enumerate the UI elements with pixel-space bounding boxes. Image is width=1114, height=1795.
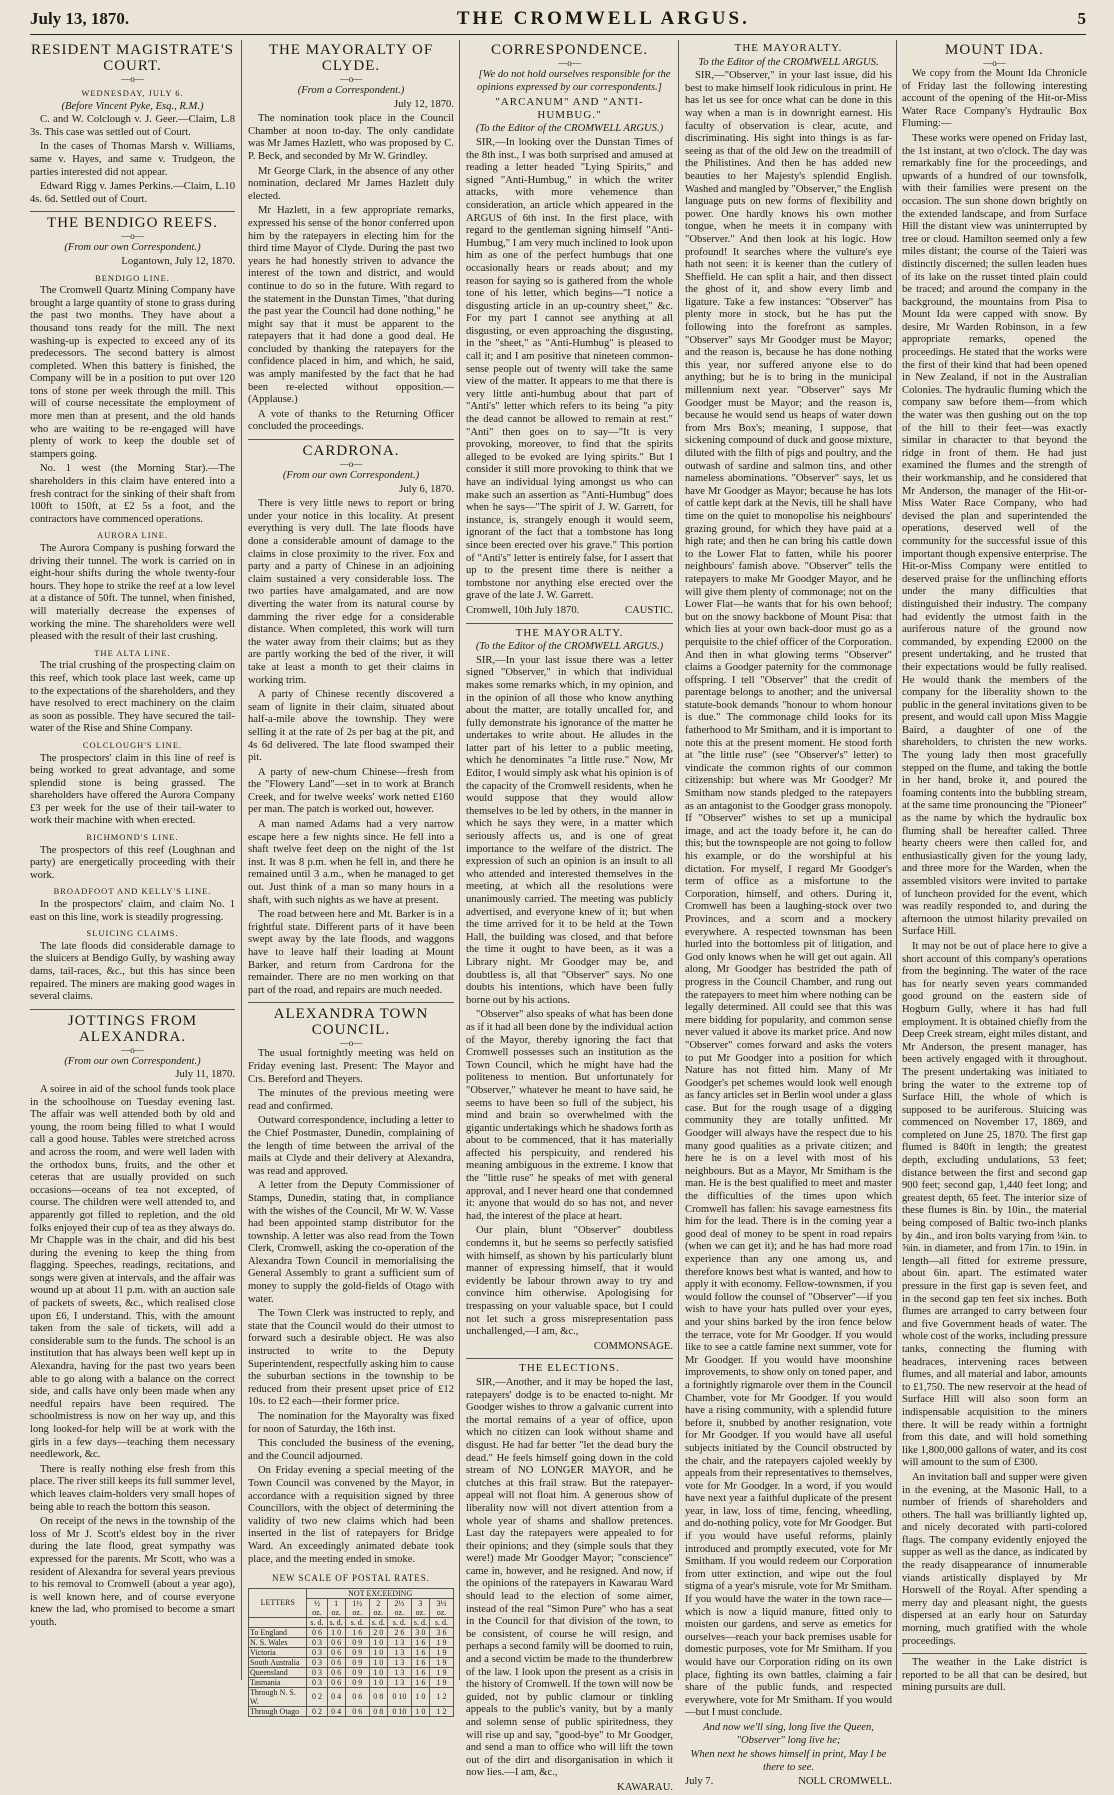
ornament-dash: —o—: [339, 74, 363, 84]
reef-line-heading: BENDIGO LINE.: [95, 272, 170, 283]
postal-rate-cell: 2 0: [369, 1627, 387, 1637]
mayoralty-clyde-heading: THE MAYORALTY OF CLYDE.: [268, 42, 434, 74]
column-5: [902, 40, 1087, 1694]
masthead: [30, 4, 1086, 35]
postal-rate-cell: 1 3: [387, 1647, 411, 1657]
postal-rate-cell: 1 0: [411, 1687, 429, 1706]
postal-rate-cell: 1 0: [327, 1627, 345, 1637]
postal-destination: Queensland: [249, 1667, 307, 1677]
paragraph: A letter from the Deputy Commissioner of Stamps, Dunedin, stating that, in compliance with the wishes of the Council, Mr W. W. Vasse had been appointed stamp distributor for the township. A letter was also read from the Town Clerk, Cromwell, asking the co-operation of the Alexandra Town Council in memorialising the General Assembly to grant a sufficient sum of money to supply the gold-fields of Otago with water.: [248, 1180, 454, 1305]
letter-signoff: KAWARAU.: [617, 1781, 673, 1793]
dateline: July 6, 1870.: [399, 483, 454, 495]
paragraph: The usual fortnightly meeting was held on Friday evening last. Present: The Mayor and Crs. Bereford and Theyers.: [248, 1048, 454, 1085]
postal-rate-cell: 0 3: [307, 1667, 327, 1677]
postal-rate-cell: 1 6: [345, 1627, 369, 1637]
letter-heading: "ARCANUM" AND "ANTI-HUMBUG.": [495, 96, 644, 121]
paragraph: It may not be out of place here to give a short account of this company's operations from the beginning. The water of the race has for nearly seven years commanded good ground on the eastern side of Hogburn Gully, where it has had full employment. It is obtained chiefly from the Deep Creek stream, eight miles distant, and Mr Anderson, the present manager, has been actively engaged with it throughout. The present undertaking was initiated to bring the water to the extreme top of Surface Hill, the whole of which is supposed to be auriferous. Sluicing was commenced on November 17, 1869, and completed on June 25, 1870. The first gap flumed is 840ft in length; the greatest depth, excluding undulations, 53 feet; distance between the first and second gap 900 feet; second gap, 1,440 feet long; and greatest depth, 65 feet. The interior size of these flumes is 8in. by 10in., the material being composed of Baltic two-inch planks by 4in., and iron bolts varying from ¼in. to ⅝in. in diameter, and from 17in. to 19in. in length—all fitted for extreme pressure, about 6in. apart. The estimated water pressure in the first gap is seven feet, and in the second gap ten feet six inches. Both flumes are arranged to carry between four and five Government heads of water. The whole cost of the works, including pressure tanks, connecting the fluming with headraces, intervening races between flumes, and all material and labor, amounts to £1,750. The new reservoir at the head of Surface Hill will also soon form an indispensable acquisition to the miners there. It will be ready within a fortnight from this date, and will hold something like 1,800,000 gallons of water, and its cost will amount to the sum of £300.: [902, 940, 1087, 1469]
postal-weight-header: ½ oz.: [307, 1598, 327, 1617]
bendigo-reefs-heading: THE BENDIGO REEFS.: [47, 215, 218, 232]
postal-rate-cell: 1 0: [369, 1657, 387, 1667]
paragraph: A man named Adams had a very narrow escape here a few nights since. He fell into a shaft twelve feet deep on the night of the 1st inst. It was 8 p.m. when he fell in, and there he remained until 3 a.m., when he managed to get out. Just think of a man so many hours in a shaft, with such nights as we have at present.: [248, 819, 454, 906]
section-divider: [30, 1009, 235, 1010]
paragraph: The minutes of the previous meeting were read and confirmed.: [248, 1088, 454, 1112]
dateline: Logantown, July 12, 1870.: [121, 255, 235, 267]
verse-line: When next he shows himself in print, May I be there to see.: [690, 1749, 887, 1773]
newspaper-title: THE CROMWELL ARGUS.: [456, 8, 750, 29]
column-rule: [896, 40, 897, 1680]
correspondent-note: (From our own Correspondent.): [64, 1055, 201, 1067]
postal-rate-cell: 1 0: [369, 1667, 387, 1677]
postal-units-cell: s. d.: [307, 1617, 327, 1627]
postal-rate-cell: 1 3: [387, 1677, 411, 1687]
postal-destination: Through N. S. W.: [249, 1687, 307, 1706]
postal-destination: Through Otago: [249, 1706, 307, 1716]
cardrona-heading: CARDRONA.: [302, 443, 400, 460]
postal-units-cell: s. d.: [411, 1617, 429, 1627]
postal-weight-header: 2½ oz.: [387, 1598, 411, 1617]
paragraph: The late floods did considerable damage to the sluicers at Bendigo Gully, by washing away dams, tail-races, &c., but this has since been repaired. The miners are making good wages in several claims.: [30, 940, 235, 1003]
postal-units-cell: s. d.: [327, 1617, 345, 1627]
paragraph: On Friday evening a special meeting of the Town Council was convened by the Mayor, in accordance with a requisition signed by three Councillors, with the object of determining the validity of two new claims which had been inserted in the list of ratepayers for Bridge Ward. An exceedingly animated debate took place, and the meeting ended in smoke.: [248, 1465, 454, 1565]
postal-rate-cell: 0 6: [327, 1667, 345, 1677]
postal-rate-cell: 0 10: [387, 1706, 411, 1716]
reef-line-heading: SLUICING CLAIMS.: [86, 928, 179, 939]
letter-signoff: NOLL CROMWELL.: [798, 1776, 892, 1788]
postal-rate-cell: 0 4: [327, 1687, 345, 1706]
postal-rate-cell: 0 6: [327, 1677, 345, 1687]
postal-rate-cell: 1 0: [411, 1706, 429, 1716]
postal-rate-cell: 3 0: [411, 1627, 429, 1637]
postal-weight-header: 3½ oz.: [430, 1598, 454, 1617]
correspondent-note: (From our own Correspondent.): [282, 470, 420, 482]
correspondence-heading: CORRESPONDENCE.: [490, 42, 649, 58]
table-row: [249, 1677, 454, 1687]
paragraph: A vote of thanks to the Returning Officer concluded the proceedings.: [248, 408, 454, 433]
paragraph: "Observer" also speaks of what has been done as if it had all been done by the individual action of the Mayor, thereby ignoring the fact that Cromwell possesses such an institution as the Town Council, which he might have had the politeness to mention. But unfortunately for "Observer," whatever he meant to have said, he seems to have been so full of the subject, his mind and brain so overwhelmed with the gigantic undertakings which he shadows forth as about to be commenced, that it has materially affected his perspicuity, and rendered his meaning ambiguous in the extreme. I know that the "little ruse" he speaks of met with general approval, and I never heard one that condemned it: anyone that would do so has not, and never had, the interest of the place at heart.: [466, 1009, 673, 1222]
postal-rate-cell: 1 3: [387, 1667, 411, 1677]
table-row: [249, 1687, 454, 1706]
section-divider: [248, 1002, 454, 1003]
postal-destination: Victoria: [249, 1647, 307, 1657]
postal-rate-cell: 0 9: [345, 1677, 369, 1687]
postal-rate-cell: 1 0: [369, 1647, 387, 1657]
letter-signature: [466, 605, 673, 618]
postal-weight-header: 2 oz.: [369, 1598, 387, 1617]
postal-rate-cell: 1 9: [430, 1647, 454, 1657]
paragraph: This concluded the business of the evening, and the Council adjourned.: [248, 1438, 454, 1462]
section-divider: [902, 1653, 1087, 1654]
paragraph: SIR,—In your last issue there was a letter signed "Observer," in which that individual makes some remarks which, in my opinion, and in the opinion of all those who know anything about the matter, are totally uncalled for, and fully demonstrate his ignorance of the matter he undertakes to write about. He alludes in the latter part of his letter to a public meeting, which he denominates "a little ruse." Now, Mr Editor, I would simply ask what his opinion is of the capacity of the Cromwell residents, when he would suppose that they would allow themselves to be led by others, in the manner in which he says they were, in a matter which seriously affects us, and is one of great importance to the welfare of the district. The expression of such an opinion is an insult to all who attended and interested themselves in the meeting, at which all the resolutions were unanimously carried. The meeting was publicly advertised, and everyone knew of it; but when the time arrived for it to be held at the Town Hall, the building was closed, and that before the time it ought to have been, as it was a Library night. Mr Goodger may be, and doubtless is, all that "Observer" says. No one doubts his intentions, which have been fully borne out by his actions.: [466, 654, 673, 1006]
paragraph: The Town Clerk was instructed to reply, and state that the Council would do their utmost to forward such a desirable object. He was also instructed to write to the Deputy Superintendent, respectfully asking him to cause the suburban sections in the township to be reduced from their present upset price of £12 10s. to £2 each—their former price.: [248, 1308, 454, 1408]
reef-line-heading: COLCLOUGH'S LINE.: [82, 739, 183, 750]
court-before: (Before Vincent Pyke, Esq., R.M.): [61, 100, 204, 112]
postal-units-cell: s. d.: [387, 1617, 411, 1627]
letter-address: (To the Editor of the CROMWELL ARGUS.): [475, 123, 664, 135]
postal-rate-cell: 2 6: [387, 1627, 411, 1637]
paragraph: We copy from the Mount Ida Chronicle of Friday last the following interesting account of the opening of the Hit-or-Miss Water Race Company's Hydraulic Box Fluming:—: [902, 68, 1087, 130]
paragraph: Outward correspondence, including a letter to the Chief Postmaster, Dunedin, complaining of the length of time between the arrival of the mails at Clyde and their delivery at Alexandra, was read and approved.: [248, 1115, 454, 1177]
postal-rate-cell: 1 9: [430, 1677, 454, 1687]
postal-rates-title: NEW SCALE OF POSTAL RATES.: [271, 1573, 431, 1584]
alexandra-council-heading: ALEXANDRA TOWN COUNCIL.: [273, 1006, 429, 1039]
postal-destination: To England: [249, 1627, 307, 1637]
postal-rate-cell: 1 6: [411, 1637, 429, 1647]
ornament-dash: —o—: [121, 231, 144, 242]
postal-rate-cell: 0 6: [345, 1687, 369, 1706]
page-number: 5: [1077, 9, 1086, 28]
postal-rate-cell: 0 10: [387, 1687, 411, 1706]
letter-heading: THE MAYORALTY.: [515, 626, 624, 639]
section-divider: [30, 211, 235, 212]
paragraph: The road between here and Mt. Barker is in a frightful state. Different parts of it have been swept away by the late floods, and waggons have to leave half their loading at Mount Barker, and return from Cardrona for the remainder. There are no men working on that part of the road, and repairs are much needed.: [248, 909, 454, 996]
mount-ida-heading: MOUNT IDA.: [945, 42, 1044, 58]
dateline: July 12, 1870.: [393, 98, 454, 110]
postal-rates-table: [248, 1588, 454, 1717]
postal-rate-cell: 0 8: [369, 1706, 387, 1716]
postal-destination: N. S. Wales: [249, 1637, 307, 1647]
paragraph: On receipt of the news in the township of the loss of Mr J. Scott's eldest boy in the river during the late flood, great sympathy was expressed for the parents. Mr Scott, who was a resident of Alexandra for several years previous to his removal to Cromwell (about a year ago), is well known here, and of course everyone knew the lad, who promised to become a smart youth.: [30, 1516, 235, 1628]
postal-rate-cell: 0 2: [307, 1687, 327, 1706]
table-row: [249, 1706, 454, 1716]
paragraph: The trial crushing of the prospecting claim on this reef, which took place last week, came up to the expectations of the shareholders, and they have resolved to erect machinery on the claim as soon as possible. They have secured the tail-water of the Rise and Shine Company.: [30, 660, 235, 735]
paragraph: The nomination took place in the Council Chamber at noon to-day. The only candidate was Mr James Hazlett, who was proposed by C. P. Beck, and seconded by Mr W. Grindley.: [248, 113, 454, 162]
court-date: WEDNESDAY, JULY 6.: [81, 88, 184, 98]
postal-rate-cell: 0 2: [307, 1706, 327, 1716]
column-2: [248, 40, 454, 1716]
letter-signature: [685, 1776, 892, 1789]
ornament-dash: —o—: [558, 58, 581, 68]
paragraph: A party of new-chum Chinese—fresh from the "Flowery Land"—set in to work at Branch Creek, and for twelve weeks' work netted £160 per man. The patch is worked out, however.: [248, 766, 454, 816]
correspondent-note: (From a Correspondent.): [297, 85, 405, 96]
postal-rate-cell: 0 8: [369, 1687, 387, 1706]
postal-rate-cell: 1 6: [411, 1657, 429, 1667]
reef-line-heading: RICHMOND'S LINE.: [86, 832, 179, 843]
section-divider: [466, 623, 673, 624]
paragraph: SIR,—Another, and it may be hoped the last, ratepayers' dodge is to be enacted to-night. Mr Goodger wishes to throw a galvanic current into the mortal remains of a year of office, upon which no citizen can look without shame and disgust. He had far better "let the dead bury the dead." He feels himself going down in the cold stream of NO LONGER MAYOR, and he clutches at this frail straw. But the ratepayer-appeal will not float him. A generous show of liberality now will not divert attention from a whole year of shams and shallow pretences. Last day the ratepayers were appealed to for their opinions; and they (simple souls that they were!) made Mr Goodger Mayor; "conscience" came in, however, and he resigned. And now, if the opinions of the ratepayers in Kawarau Ward should lead to the election of some aimer, instead of the real "Simon Pure" who has a seat in the Council for that division of the town, to be consistent, of course he will resign, and perhaps a second family will be doomed to ruin, and a second victim be made to the thunderbrew of the law. I look upon the present as a crisis in the history of Cromwell. If the town will now be guided, not by public clamour or tinkling appeals to the public's vanity, but by a manly and solemn sense of public spiritedness, they will rise up and say, "good-bye" to Mr Goodger, and send a man to office who will lift the town out of the dirt and disorganisation in which it now lies.—I am, &c.,: [466, 1376, 673, 1779]
postal-rate-cell: 1 3: [387, 1637, 411, 1647]
reef-line-heading: BROADFOOT AND KELLY'S LINE.: [53, 886, 212, 897]
jottings-alexandra-heading: JOTTINGS FROM ALEXANDRA.: [67, 1012, 198, 1045]
column-rule: [241, 40, 242, 1680]
court-case: C. and W. Colclough v. J. Geer.—Claim, L.8 3s. This case was settled out of Court.: [30, 114, 235, 138]
reef-line-heading: AURORA LINE.: [96, 530, 169, 541]
ornament-dash: —o—: [339, 1038, 363, 1049]
postal-letters-header: LETTERS: [249, 1588, 307, 1617]
paragraph: Mr George Clark, in the absence of any other nomination, declared Mr James Hazlett duly elected.: [248, 165, 454, 202]
column-3: [466, 40, 673, 1793]
postal-destination: South Australia: [249, 1657, 307, 1667]
column-4: [685, 40, 892, 1788]
ornament-dash: —o—: [339, 459, 363, 470]
paragraph: In the prospectors' claim, and claim No. 1 east on this line, work is steadily progressing.: [30, 899, 235, 923]
postal-rate-cell: 0 6: [327, 1647, 345, 1657]
column-rule: [678, 40, 679, 1680]
postal-rate-cell: 1 2: [430, 1706, 454, 1716]
postal-rate-cell: 0 6: [345, 1706, 369, 1716]
verse-line: And now we'll sing, long live the Queen, "Observer" long live he;: [703, 1721, 874, 1746]
section-divider: [466, 1358, 673, 1359]
letter-heading: THE MAYORALTY.: [734, 42, 843, 54]
postal-rate-cell: 0 3: [307, 1637, 327, 1647]
paragraph: The nomination for the Mayoralty was fixed for noon of Saturday, the 16th inst.: [248, 1411, 454, 1435]
postal-rate-cell: 0 9: [345, 1647, 369, 1657]
postal-rate-cell: 0 6: [327, 1637, 345, 1647]
letter-signoff: COMMONSAGE.: [593, 1340, 673, 1352]
resident-magistrate-heading: RESIDENT MAGISTRATE'S COURT.: [30, 42, 235, 74]
table-row: [249, 1657, 454, 1667]
paragraph: Mr Hazlett, in a few appropriate remarks, expressed his sense of the honor conferred upon him by the ratepayers in electing him for the third time Mayor of Clyde. During the past two years he had honestly striven to advance the interest of the town and district, and would continue to do so in the future. With regard to the statement in the Dunstan Times, "that during the past year the Council had done nothing," he might say that it must be apparent to the ratepayers that it had done a good deal. He concluded by thanking the ratepayers for the confidence placed in him, and which, he said, was amply manifested by the fact that he had been re-elected without opposition.—(Applause.): [248, 205, 454, 406]
letter-address: (To the Editor of the CROMWELL ARGUS.): [475, 641, 664, 653]
paragraph: SIR,—"Observer," in your last issue, did his best to make himself look ridiculous in print. He has let us see for once what can be done in this way when a man is in downright earnest. His faculty of observation is clear, acute, and discriminating. His sight into things is as far-seeing as that of the old Jew on the treadmill of the Philistines. And then he has added new beauties to her Majesty's splendid English. Washed and mangled by "Observer," the English language puts on new forms of flexibility and power. One hardly knows his own mother tongue, when he meets it in company with "Observer." And then look at his logic. How profound! It searches where the vulture's eye hath not seen: it is keener than the cutlery of Sheffield. He can split a hair, and then dissect the ghost of it, and show every limb and ligature. Take a few instances: "Observer" has plenty more in stock, but he has put the following into the forefront as samples. "Observer" says Mr Goodger must be Mayor; and the reason is, because he has done nothing this year, nor suffered anyone else to do anything; but he is to bring in the municipal millennium next year. "Observer" says Mr Goodger must be Mayor; and the reason is, because he would send us heaps of water down from Mrs Box's; meaning, I suppose, that sickening compound of duck and goose mixture, diluted with the filth of pigs and poultry, and the outwash of sardine and salmon tins, and other nameless abominations. "Observer" says, let us have Mr Goodger as Mayor; because he has lots of cattle kept dark at the Nevis, till he shall have time on the quiet to monopolise his neighbours' grazing ground, for which they have paid at a high rate; and then he can bring his cattle down to the Lower Flat to fatten, while his poorer neighbours' famish above. "Observer" tells the ratepayers to make Mr Goodger Mayor, and he will give them plenty of commonage; not on the Lower Flat—he wants that for his own behoof; but on the snowy backbone of Mount Pisa: that which lies at your own back-door must go as a perquisite to the chief officer of the Corporation. And then in what glowing terms "Observer" claims a Goodger paternity for the commonage offspring. I tell "Observer" that the credit of parentage belongs to another; and the universal statute-book demands "honour to whom honour is due." The commonage child looks for its fatherhood to Mr Smitham, and it is important to note this at the present moment. He stood forth at "the little ruse" (see "Observer's" letter) to vindicate the common rights of our common citizenship: but where was Mr Goodger? Mr Smitham now stands pledged to the ratepayers as an antagonist to the Goodger grass monopoly. If "Observer" wishes to set up a municipal image, and act the toady before it, he can do this; but the townspeople are not going to follow his example, or do the worshipful at his dictation. For myself, I regard Mr Goodger's term of office as a misfortune to the Corporation, himself, and others. During it, Cromwell has been a laughing-stock over two Provinces, and a scorn and a mockery everywhere. A respected townsman has been hurled into the bottomless pit of litigation, and God only knows when he will get out again. All along, Mr Goodger has bestrided the path of progress in the Council Chamber, and rung out the ratepayers to meet him where nothing can be legally determined. All could see that this was mere bidding for popularity, and common sense never valued it above its market price. And now "Observer" comes forward and asks the voters to put Mr Goodger into a position for which Nature has not fitted him. Many of Mr Goodger's pet schemes would look well enough as fancy articles set in Berlin wool under a glass case. But for the rough usage of a digging community they are totally unfitted. Mr Goodger will always have the respect due to his many good qualities as a private citizen; and here he is on a level with most of his neighbours. But as a Mayor, Mr Smitham is the man. He is the best qualified to meet and master the difficulties of the times upon which Cromwell has fallen: his savage earnestness fits him for the lead. There is in the coming year a good deal of money to be spent in road repairs (when we can get it); and he has had more road experience than any one among us, and therefore knows best what is wanted, and how to apply it with economy. Fellow-townsmen, if you would follow the counsel of "Observer"—if you wish to have your hats pulled over your eyes, and your shins barked by the iron fence below the terrace, vote for Mr Goodger. If you would like to see a cattle famine next summer, vote for Mr Goodger. If you would have moonshine improvements, to show only on toned paper, and a fortnightly rigmarole over them in the Council Chamber, vote for Mr Goodger. If you would have a rising community, with a splendid future before it, snubbed by another resignation, vote for Mr Goodger. If you would have all useful subjects initiated by the Council obstructed by the chair, and the ratepayers cajoled weekly by appeals from their representatives to themselves, vote for Mr Goodger. In a word, if you would have next year a faithful duplicate of the present year, in law, loss of time, fencing, wheedling, and do-nothing policy, vote for Mr Goodger. But if you would have useful reforms, plainly introduced and promptly executed, vote for Mr Smitham. If you would redeem our Corporation from utter extinction, and wipe out the foul stigma of a year's misrule, vote for Mr Smitham. If you would have the water in the town race—which is now a liquid manure, fitted only to moisten our gardens, and serve as emetics for ourselves—reach your back premises usable for domestic purposes, vote for Mr Smitham. If you would have our Corporation riding on its own place, fighting its own battles, claiming a fair share of the public funds, and respected everywhere, vote for Mr Smitham. If you would—but I must conclude.: [685, 70, 892, 1719]
postal-destination: Tasmania: [249, 1677, 307, 1687]
postal-rate-cell: 1 6: [411, 1667, 429, 1677]
postal-rate-cell: 0 9: [345, 1637, 369, 1647]
postal-rate-cell: 0 3: [307, 1647, 327, 1657]
postal-not-exceeding-header: NOT EXCEEDING: [307, 1588, 454, 1598]
postal-rate-cell: 0 9: [345, 1657, 369, 1667]
postal-rate-cell: 1 2: [430, 1687, 454, 1706]
paragraph: There is very little news to report or bring under your notice in this locality. At present everything is very dull. The late floods have done a considerable amount of damage to the claims in close proximity to the river. Fox and party and a party of Chinese in an adjoining claim sustained a very considerable loss. The two parties have amalgamated, and are now diverting the water from its natural course by damming the river edge for a considerable distance. When completed, this work will turn the water away from their claims; but as they are partly working the bed of the river, it will take at least a month to get their claims in working trim.: [248, 498, 454, 686]
postal-rate-cell: 1 9: [430, 1657, 454, 1667]
postal-rate-cell: 0 9: [345, 1667, 369, 1677]
column-1: [30, 40, 235, 1680]
paragraph: Our plain, blunt "Observer" doubtless condemns it, but he seems so perfectly satisfied with himself, as shown by his particularly blunt manner of expressing himself, that it would evidently be labour thrown away to try and convince him otherwise. Apologising for trespassing on your valuable space, but I could not let such a gross misrepresentation pass unchallenged,—I am, &c.,: [466, 1225, 673, 1338]
letter-address: To the Editor of the CROMWELL ARGUS.: [698, 56, 879, 68]
paragraph: These works were opened on Friday last, the 1st instant, at two o'clock. The day was remarkably fine for the proceedings, and upwards of a hundred of our townsfolk, with their families were present on the occasion. The sun shone down brightly on the extended landscape, and from Surface Hill the distant view was uninterrupted by tree or cloud. Hamilton seemed only a few miles distant; the course of the Taieri was distinctly discerned; the sullen leaden hues of its lake on the russet tinted plain could be traced; and around the company in the background, the mountains from Pisa to Mount Ida were capped with snow. By desire, Mr Warden Robinson, in a few appropriate remarks, opened the proceedings. He stated that the works were the first of their kind that had been opened in New Zealand, if not in the Australian Colonies. The hydraulic fluming which the company saw before them—from which the water was then gushing out on the top of the hill to their feet—was exactly similar in character to that beyond the ridge in front of them. He had just examined the flumes and the strength of their workmanship, and he considered that Mr Anderson, the manager of the Hit-or-Miss Water Race Company, who had devised the plan and superintended the operations, deserved well of the community for the successful issue of this important though expensive enterprise. The Hit-or-Miss Company were entitled to deserved praise for the unflinching efforts under the many difficulties that distinguished their industry. The company had evidently the utmost faith in the auriferous nature of the ground now commanded, by expending £2000 on the present undertaking, and he trusted that their expectations would be fully realised. He would thank the members of the company for the liberality shown to the public in the general invitations given to be present, and would call upon Miss Maggie Baird, a daughter of one of the shareholders, to christen the new works. The young lady then most gracefully stepped on the flume, and taking the bottle in her hand, broke it, and poured the foaming contents into the bubbling stream, at the same time pronouncing the "Pioneer" as the name by which the hydraulic box fluming shall be hereafter called. Three hearty cheers were then called for, and enthusiastically given for the young lady, and three more for the Warden, when the assembled visitors were invited to partake of luncheon provided for the event, which was readily responded to, and during the afternoon the utmost hilarity prevailed on Surface Hill.: [902, 132, 1087, 938]
paragraph: An invitation ball and supper were given in the evening, at the Masonic Hall, to a number of friends of shareholders and others. The hall was brilliantly lighted up, and nicely decorated with parti-colored flags. The company evidently enjoyed the supper as well as the dance, as indicated by the ready disappearance of innumerable viands artistically displayed by Mr Horswell of the Royal. After spending a merry day and pleasant night, the guests dispersed at an early hour on Saturday morning, much gratified with the whole proceedings.: [902, 1471, 1087, 1647]
postal-rate-cell: 0 3: [307, 1657, 327, 1667]
paragraph: The Aurora Company is pushing forward the driving their tunnel. The work is carried on in eight-hour shifts during the whole twenty-four hours. They hope to strike the reef at a low level at a distance of 50ft. The tunnel, when finished, will materially decrease the expenses of working the mine. The shareholders were well pleased with the result of their last crushing.: [30, 543, 235, 643]
postal-rate-cell: 1 0: [369, 1677, 387, 1687]
ornament-dash: —o—: [121, 1044, 144, 1055]
postal-rate-cell: 1 9: [430, 1667, 454, 1677]
paragraph: A soiree in aid of the school funds took place in the schoolhouse on Tuesday evening last. The affair was well attended both by old and young, the room being filled to what I would call a good house. Tables were stretched across and across the room, and were well laden with the orthodox buns, fruits, and the other et ceteras that are usually provided on such occasions—oceans of tea not excepted, of course. The children were well attended to, and apparently got filled to repletion, and the old folks enjoyed their cup of tea as they always do. Mr Chapple was in the chair, and did his best during the evening to keep the thing from flagging. Speeches, readings, recitations, and songs were given at intervals, and the affair was wound up at about 11 p.m. with an auction sale of packets of sweets, &c., which realised close upon £6, I understand. This, with the amount taken from the sale of tickets, will add a considerable sum to the funds. The school is an institution that has always been well kept up in Alexandra, having for the past two years been able to go along with a balance on the correct side, and calls have only been made when any needful repairs have been required. The schoolmistress is now on her way up, and this long looked-for help will be at work with the girls in a few days—teaching them necessary needlework, &c.: [30, 1083, 235, 1461]
letter-signoff: CAUSTIC.: [625, 604, 673, 616]
paragraph: The Cromwell Quartz Mining Company have brought a large quantity of stone to grass during the past two months. They have about a thousand tons ready for the mill. The next washing-up is expected to exceed any of its predecessors. The second battery is almost completed. When this battery is finished, the Company will be in a position to put over 120 tons of stone per week through the mill. This will of course necessitate the employment of more men than at present, and the old hands who are waiting to be re-engaged will have plenty of work to keep the double set of stampers going.: [30, 285, 235, 460]
correspondent-note: (From our own Correspondent.): [64, 242, 201, 254]
postal-weight-header: 1½ oz.: [345, 1598, 369, 1617]
paragraph: The prospectors' claim in this line of reef is being worked to great advantage, and some splendid stone is being grassed. The shareholders have offered the Aurora Company £3 per week for the use of their tail-water to work their machine with when erected.: [30, 752, 235, 827]
postal-rate-cell: 1 6: [411, 1647, 429, 1657]
court-case: In the cases of Thomas Marsh v. Williams, same v. Hayes, and same v. Trudgeon, the parties interested did not appear.: [30, 141, 235, 178]
paragraph: The prospectors of this reef (Loughnan and party) are energetically proceeding with their work.: [30, 844, 235, 881]
letter-date: Cromwell, 10th July 1870.: [466, 604, 580, 616]
table-row: [249, 1667, 454, 1677]
postal-rate-cell: 1 6: [411, 1677, 429, 1687]
paragraph: SIR,—In looking over the Dunstan Times of the 8th inst., I was both surprised and amused at reading a letter headed "Lying Spirits," and signed "Anti-Humbug," in which the writer attacks, with more vehemence than consideration, an article which appeared in the ARGUS of 6th inst. In the first place, with regard to the gentleman signing himself "Anti-Humbug," I am very much inclined to look upon him as one of the perfect humbugs that one occasionally hears or reads about; and my reason for saying so is gathered from the whole tone of his letter, which begins—"I notice a disgusting article in an up-country sheet," &c. For my part I cannot see anything at all disgusting, or even approaching the disgusting, in the "sheet," as "Anti-Humbug" is pleased to call it; and I am positive that nineteen common-sense people out of twenty will take the same view of the matter. It appears to me that there is very little anti-humbug about that part of "Anti's" letter which refers to its being "a pity the dead cannot be allowed to remain at rest." "Anti" then goes on to say—"It is very provoking, moreover, to find that the spirits alleged to be evoked are lying spirits." But I consider it still more provoking to think that we have an individual lying amongst us who can make such an assertion as "Anti-Humbug" does when he says—"The spirit of J. W. Garrett, for instance, is, strangely enough it would seem, ignorant of the fact that a tombstone has long since been erected over his grave." This portion of "Anti's" letter is entirely false, for I assert that up to the present time there is neither a tombstone nor anything else erected over the grave of the late J. W. Garrett.: [466, 136, 673, 602]
table-row: [249, 1637, 454, 1647]
dateline: July 11, 1870.: [175, 1069, 235, 1081]
postal-units-cell: s. d.: [345, 1617, 369, 1627]
postal-rate-cell: 3 6: [430, 1627, 454, 1637]
postal-rate-cell: 0 6: [307, 1627, 327, 1637]
letter-date: July 7.: [685, 1776, 714, 1788]
postal-rate-cell: 0 6: [327, 1657, 345, 1667]
paragraph: A party of Chinese recently discovered a seam of lignite in their claim, situated about half-a-mile above the township. They were selling it at the rate of 2s per bag at the pit, and 4s 6d delivered. The late flood swamped their pit.: [248, 689, 454, 764]
postal-weight-header: 3 oz.: [411, 1598, 429, 1617]
table-row: [249, 1627, 454, 1637]
section-divider: [248, 439, 454, 440]
postal-rate-cell: 0 4: [327, 1706, 345, 1716]
ornament-dash: —o—: [121, 74, 144, 84]
postal-units-row: [249, 1617, 454, 1627]
postal-rate-cell: 1 3: [387, 1657, 411, 1667]
paragraph: There is really nothing else fresh from this place. The river still keeps its full summer level, which leaves claim-holders very small hopes of being able to reach the bottom this season.: [30, 1463, 235, 1513]
postal-weight-header: 1 oz.: [327, 1598, 345, 1617]
editorial-disclaimer: [We do not hold ourselves responsible for the opinions expressed by our correspondents.]: [477, 69, 671, 93]
letter-heading: THE ELECTIONS.: [519, 1362, 620, 1375]
issue-date: July 13, 1870.: [30, 9, 130, 28]
reef-line-heading: THE ALTA LINE.: [94, 647, 171, 658]
court-case: Edward Rigg v. James Perkins.—Claim, L.10 4s. 6d. Settled out of Court.: [30, 181, 235, 205]
postal-units-cell: s. d.: [369, 1617, 387, 1627]
weather-note: The weather in the Lake district is reported to be all that can be desired, but mining pursuits are dull.: [902, 1657, 1087, 1694]
paragraph: No. 1 west (the Morning Star).—The shareholders in this claim have entered into a fresh contract for the sinking of their shaft from 100ft to 150ft, at £2 5s a foot, and the contractors have commenced operations.: [30, 463, 235, 525]
ornament-dash: —o—: [983, 58, 1006, 68]
postal-rate-cell: 1 9: [430, 1637, 454, 1647]
postal-rate-cell: 0 3: [307, 1677, 327, 1687]
postal-units-cell: s. d.: [430, 1617, 454, 1627]
column-rule: [459, 40, 460, 1680]
postal-rate-cell: 1 0: [369, 1637, 387, 1647]
table-row: [249, 1647, 454, 1657]
